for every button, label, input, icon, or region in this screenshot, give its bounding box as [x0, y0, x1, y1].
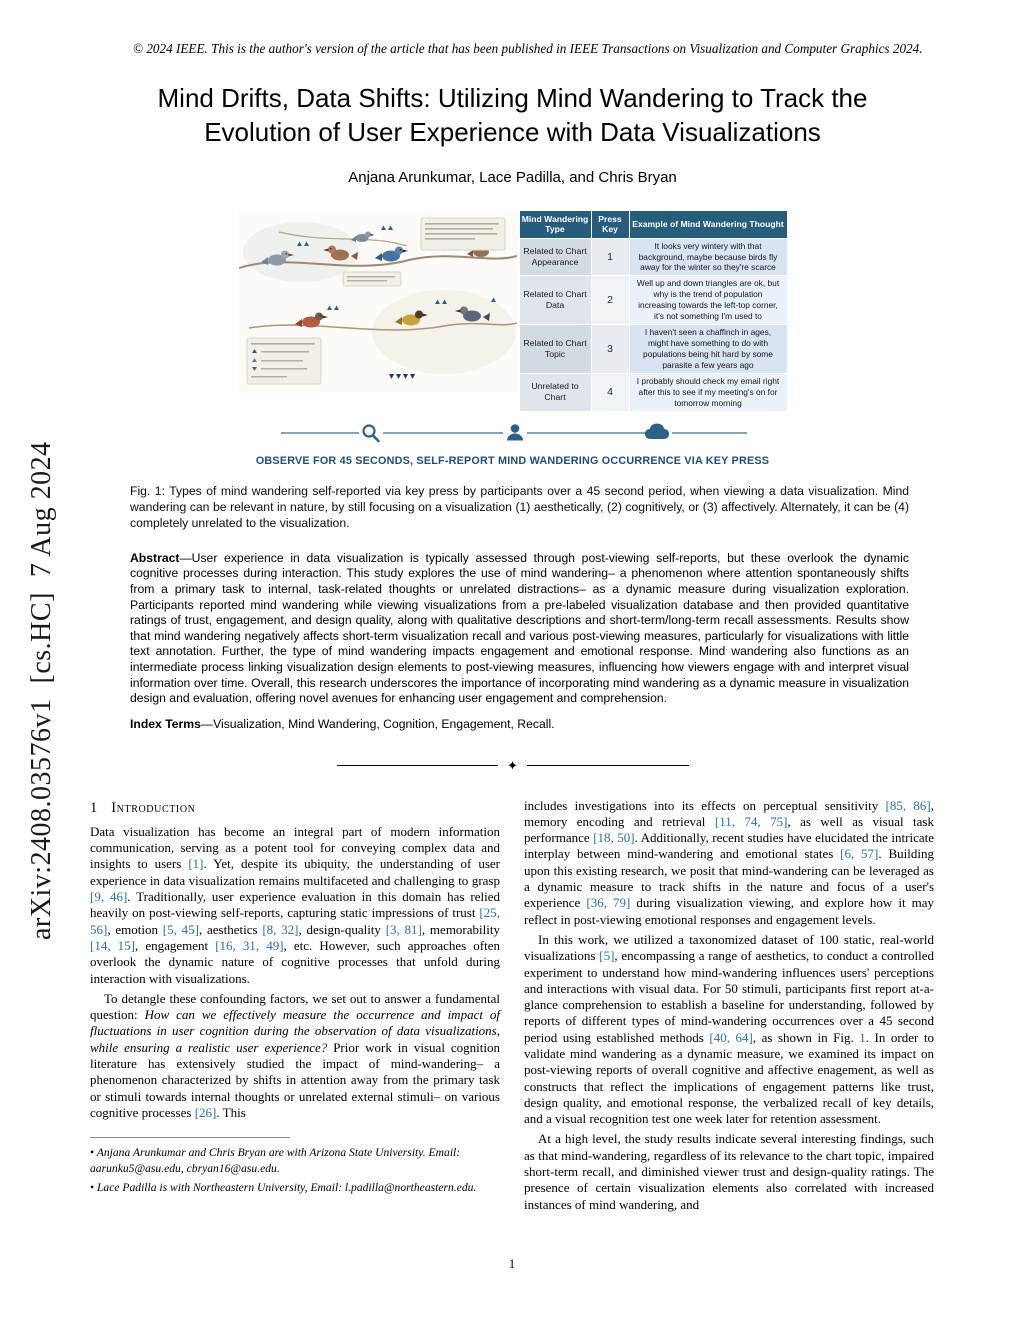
page-number: 1 [508, 1256, 516, 1271]
index-terms-text: —Visualization, Mind Wandering, Cognition, Engagement, Recall. [200, 716, 555, 731]
magnifier-icon [359, 421, 383, 445]
diamond-ornament: ✦ [507, 757, 518, 773]
press-key-cell: 4 [591, 373, 629, 411]
copyright-note: © 2024 IEEE. This is the author's version of the article that has been published in IEEE Transactions on Visualization and Computer Graphics 2024. [133, 41, 923, 56]
citation-link[interactable]: [85, 86] [885, 797, 931, 813]
citation-link[interactable]: [18, 50] [593, 830, 635, 846]
paper-title: Mind Drifts, Data Shifts: Utilizing Mind Wandering to Track the Evolution of User Experience with Data Visualizations [157, 83, 868, 147]
mw-example-cell: I probably should check my email right after this to see if my meeting's on for tomorrow morning [629, 373, 787, 411]
table-row [519, 238, 787, 276]
cloud-icon [645, 420, 672, 446]
index-terms [130, 717, 909, 733]
citation-link[interactable]: [1] [188, 856, 204, 872]
citation-link[interactable]: [3, 81] [385, 921, 422, 937]
section-number: 1 [90, 799, 98, 816]
abstract-text: —User experience in data visualization is typically assessed through post-viewing self-reports, but these overlook the dynamic cognitive processes during interaction. This study explores the use of mind wandering– a phenomenon where attention spontaneously shifts from a primary task to internal, task-related thoughts or unrelated distractions– as a dynamic measure during visualization exploration. Participants reported mind wandering while viewing visualizations from a pre-labeled visualization database and then provided quantitative ratings of trust, engagement, and design quality, along with qualitative descriptions and short-term/long-term recall assessments. Results show that mind wandering negatively affects short-term visualization recall and various post-viewing measures, particularly for visualizations with little text annotation. Further, the type of mind wandering impacts engagement and emotional response. Mind wandering also functions as an intermediate process linking visualization design elements to post-viewing measures, influencing how viewers engage with and interpret visual information over time. Overall, this research underscores the importance of incorporating mind wandering as a dynamic measure in visualization design and evaluation, offering novel avenues for enhancing user engagement and comprehension. [130, 550, 909, 706]
citation-link[interactable]: [5] [599, 948, 615, 964]
mw-example-cell: I haven't seen a chaffinch in ages, might have something to do with populations being hit hard by some parasite a few years ago [629, 325, 787, 374]
two-column-body [90, 798, 935, 1213]
footnote-rule [90, 1137, 290, 1138]
citation-link[interactable]: [11, 74, 75] [714, 813, 788, 829]
citation-link[interactable]: [36, 79] [586, 895, 631, 911]
index-terms-label: Index Terms [130, 716, 201, 731]
mw-type-cell: Related to Chart Appearance [519, 238, 591, 276]
citation-link[interactable]: [40, 64] [709, 1029, 753, 1045]
intro-paragraph: At a high level, the study results indicate several interesting findings, such as that mind-wandering, regardless of its relevance to the chart topic, impaired short-term recall, and diminished viewer trust and design-quality ratings. The presence of certain visualization elements also correlated with increased instances of mind wandering, and [524, 1131, 934, 1212]
mw-type-cell: Related to Chart Data [519, 276, 591, 325]
mw-type-cell: Unrelated to Chart [519, 373, 591, 411]
press-key-cell: 1 [591, 238, 629, 276]
paper-page [90, 0, 935, 1213]
press-key-cell: 3 [591, 325, 629, 374]
col-header-example: Example of Mind Wandering Thought [629, 211, 787, 239]
citation-link[interactable]: [9, 46] [90, 889, 128, 905]
mind-wandering-table [519, 210, 788, 412]
person-icon [503, 421, 527, 445]
author-footnotes [90, 1137, 500, 1196]
footnote: • Anjana Arunkumar and Chris Bryan are with Arizona State University. Email: aarunku5@asu.edu, cbryan16@asu.edu. [90, 1146, 461, 1175]
annotation-box [421, 218, 505, 250]
col-header-type: Mind Wandering Type [519, 211, 591, 239]
figure-1 [239, 210, 787, 467]
procedure-strip [239, 418, 787, 448]
section-heading-introduction [90, 800, 500, 816]
figure-reference[interactable]: 1 [859, 1029, 866, 1045]
abstract [130, 551, 909, 707]
table-row [519, 276, 787, 325]
citation-link[interactable]: [16, 31, 49] [215, 937, 284, 953]
press-key-cell: 2 [591, 276, 629, 325]
table-row [519, 325, 787, 374]
intro-paragraph: In this work, we utilized a taxonomized dataset of 100 static, real-world visualizations [5], encompassing a range of aesthetics, to conduct a controlled experiment to understand how mind-wandering influences users' perceptions and interactions with visual data. For 50 stimuli, participants first report at-a-glance comprehension to establish a baseline for understanding, followed by reports of different types of mind-wandering occurrences over a 45 second period using established methods [40, 64], as shown in Fig. 1. In order to validate mind wandering as a dynamic measure, we examined its impact on post-viewing reports of overall cognitive and affective enagement, as well as constructs that reflect the implications of engagement patterns like trust, design quality, and emotional response, the verbalized recall of key details, and a visual recognition test one week later for retention assessment. [524, 931, 934, 1127]
citation-link[interactable]: [25, 56] [90, 905, 500, 937]
citation-link[interactable]: [14, 15] [90, 937, 135, 953]
author-line: Anjana Arunkumar, Lace Padilla, and Chris Bryan [348, 169, 677, 187]
bird-illustration [239, 210, 517, 392]
left-column [90, 798, 500, 1213]
citation-link[interactable]: [6, 57] [840, 846, 879, 862]
footnote: • Lace Padilla is with Northeastern University, Email: l.padilla@northeastern.edu. [90, 1181, 477, 1195]
arxiv-watermark: arXiv:2408.03576v1 [cs.HC] 7 Aug 2024 [26, 441, 57, 940]
abstract-label: Abstract [130, 550, 180, 565]
citation-link[interactable]: [26] [194, 1104, 217, 1120]
mw-type-cell: Related to Chart Topic [519, 325, 591, 374]
section-title: Introduction [111, 799, 196, 816]
mw-example-cell: Well up and down triangles are ok, but why is the trend of population increasing towards the left-top corner, it's not something I'm used to [629, 276, 787, 325]
intro-paragraph: To detangle these confounding factors, we set out to answer a fundamental question: How can we effectively measure the occurrence and impact of fluctuations in user cognition during the observation of data visualizations, while ensuring a realistic user experience? Prior work in visual cognition literature has extensively studied the impact of mind-wandering– a phenomenon characterized by shifts in attention away from the primary task or stimuli towards internal thoughts or unrelated external stimuli– on various cognitive processes [26]. This [90, 990, 501, 1120]
figure-caption: Fig. 1: Types of mind wandering self-reported via key press by participants over a 45 second period, when viewing a data visualization. Mind wandering can be relevant in nature, by still focusing on a visualization (1) aesthetically, (2) cognitively, or (3) affectively. Alternately, it can be (4) completely unrelated to the visualization. [130, 483, 909, 530]
intro-paragraph: includes investigations into its effects on perceptual sensitivity [85, 86], memory encoding and retrieval [11, 74, 75], as well as visual task performance [18, 50]. Additionally, recent studies have elucidated the intricate interplay between mind-wandering and emotional states [6, 57]. Building upon this existing research, we posit that mind-wandering can be leveraged as a dynamic measure to track shifts in the nature and focus of a user's experience [36, 79] during visualization viewing, and explore how it may reflect in post-viewing emotional responses and engagement levels. [524, 797, 935, 927]
intro-paragraph: Data visualization has become an integral part of modern information communication, serving as a potent tool for conveying complex data and insights to users [1]. Yet, despite its ubiquity, the understanding of user experience in data visualization remains multifaceted and challenging to grasp [9, 46]. Traditionally, user experience evaluation in this domain has relied heavily on post-viewing self-reports, capturing static impressions of trust [25, 56], emotion [5, 45], aesthetics [8, 32], design-quality [3, 81], memorability [14, 15], engagement [16, 31, 49], etc. However, such approaches often overlook the dynamic nature of cognitive processes that unfold during interaction with visualizations. [90, 823, 500, 986]
col-header-key: Press Key [591, 211, 629, 239]
citation-link[interactable]: [8, 32] [262, 921, 299, 937]
table-row [519, 373, 787, 411]
right-column [524, 798, 934, 1213]
annotation-legend [247, 338, 321, 384]
section-divider [337, 759, 689, 772]
citation-link[interactable]: [5, 45] [162, 921, 199, 937]
procedure-banner: OBSERVE FOR 45 SECONDS, SELF-REPORT MIND WANDERING OCCURRENCE VIA KEY PRESS [255, 454, 770, 467]
annotation-small [343, 272, 401, 286]
table-header-row [519, 211, 787, 239]
mw-example-cell: It looks very wintery with that background, maybe because birds fly away for the winter so they're scarce [629, 238, 787, 276]
